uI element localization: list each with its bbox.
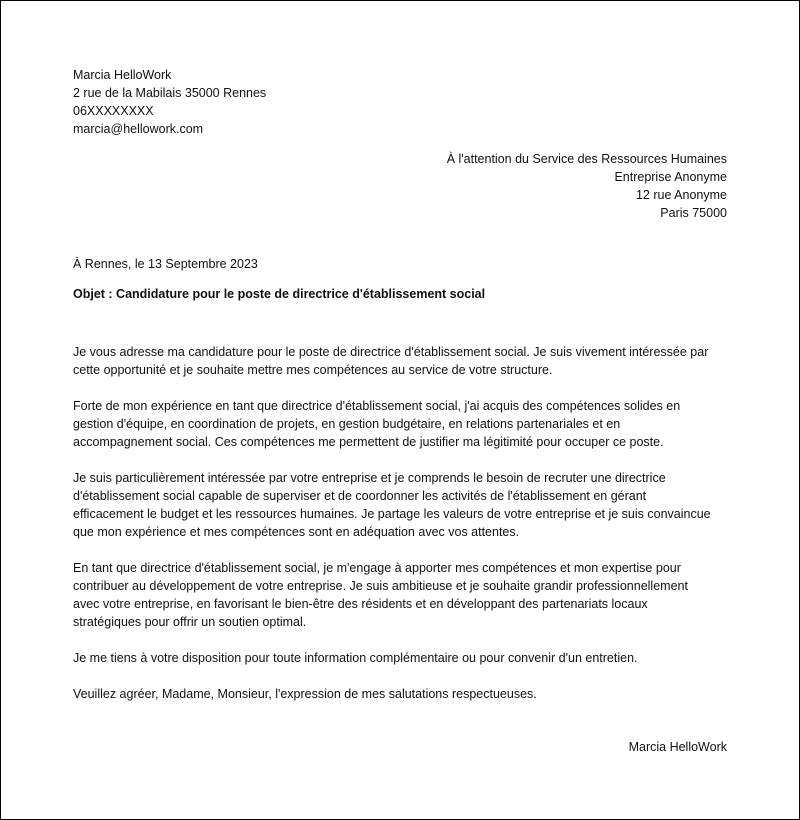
paragraph-line: Forte de mon expérience en tant que directrice d'établissement social, j'ai acquis des compétences solides en bbox=[73, 399, 681, 413]
paragraph-line: stratégiques pour offrir un soutien optimal. bbox=[73, 615, 307, 629]
paragraph-line: gestion d'équipe, en coordination de projets, en gestion budgétaire, en relations partenariales et en bbox=[73, 417, 621, 431]
paragraph-line: efficacement le budget et les ressources humaines. Je partage les valeurs de votre entreprise et je suis convaincue bbox=[73, 507, 711, 521]
paragraph-1 bbox=[73, 343, 733, 379]
sender-block bbox=[73, 66, 266, 138]
paragraph-line: que mon expérience et mes compétences sont en adéquation avec vos attentes. bbox=[73, 525, 520, 539]
paragraph-3 bbox=[73, 469, 733, 541]
paragraph-line: Veuillez agréer, Madame, Monsieur, l'expression de mes salutations respectueuses. bbox=[73, 687, 537, 701]
sender-name: Marcia HelloWork bbox=[73, 68, 172, 82]
paragraph-line: En tant que directrice d'établissement social, je m'engage à apporter mes compétences et mon expertise pour bbox=[73, 561, 681, 575]
paragraph-line: Je vous adresse ma candidature pour le poste de directrice d'établissement social. Je suis vivement intéressée par bbox=[73, 345, 709, 359]
subject-line: Objet : Candidature pour le poste de directrice d'établissement social bbox=[73, 287, 486, 301]
letter-body bbox=[73, 343, 733, 721]
sender-address: 2 rue de la Mabilais 35000 Rennes bbox=[73, 86, 267, 100]
recipient-street: 12 rue Anonyme bbox=[635, 188, 727, 202]
paragraph-line: contribuer au développement de votre entreprise. Je suis ambitieuse et je souhaite grandir professionnellement bbox=[73, 579, 688, 593]
recipient-company: Entreprise Anonyme bbox=[614, 170, 727, 184]
paragraph-line: cette opportunité et je souhaite mettre mes compétences au service de votre structure. bbox=[73, 363, 553, 377]
paragraph-2 bbox=[73, 397, 733, 451]
paragraph-line: accompagnement social. Ces compétences me permettent de justifier ma légitimité pour occuper ce poste. bbox=[73, 435, 664, 449]
sender-email: marcia@hellowork.com bbox=[73, 122, 204, 136]
paragraph-line: avec votre entreprise, en favorisant le bien-être des résidents et en développant des partenariats locaux bbox=[73, 597, 648, 611]
paragraph-line: Je suis particulièrement intéressée par votre entreprise et je comprends le besoin de recruter une directrice bbox=[73, 471, 666, 485]
paragraph-6 bbox=[73, 685, 733, 703]
sender-phone: 06XXXXXXXX bbox=[73, 104, 154, 118]
recipient-block bbox=[447, 150, 727, 222]
paragraph-line: Je me tiens à votre disposition pour toute information complémentaire ou pour convenir d'un entretien. bbox=[73, 651, 638, 665]
recipient-attention: À l'attention du Service des Ressources Humaines bbox=[446, 152, 727, 166]
paragraph-5 bbox=[73, 649, 733, 667]
recipient-city: Paris 75000 bbox=[660, 206, 727, 220]
date-line: À Rennes, le 13 Septembre 2023 bbox=[73, 257, 258, 271]
paragraph-line: d'établissement social capable de superviser et de coordonner les activités de l'établissement en gérant bbox=[73, 489, 647, 503]
signature: Marcia HelloWork bbox=[628, 740, 727, 754]
paragraph-4 bbox=[73, 559, 733, 631]
